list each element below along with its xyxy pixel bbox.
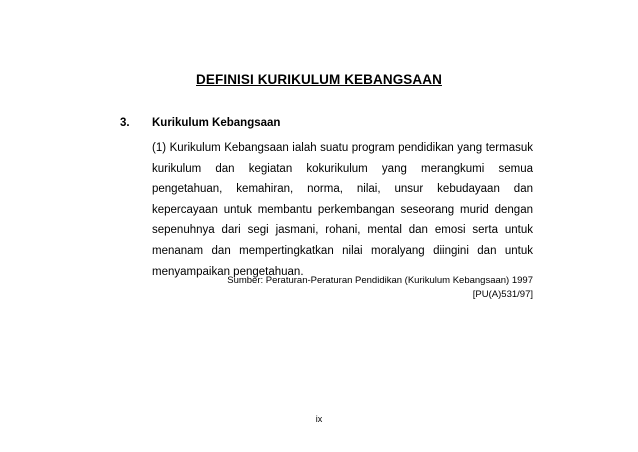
section-number: 3.	[120, 117, 130, 129]
page-number: ix	[315, 414, 323, 424]
section-paragraph: (1) Kurikulum Kebangsaan ialah suatu program pendidikan yang termasuk kurikulum dan kegiatan kokurikulum yang merangkumi semua pengetahuan, kemahiran, norma, nilai, unsur kebudayaan dan kepercayaan untuk membantu perkembangan seseorang murid dengan sepenuhnya dari segi jasmani, rohani, mental dan emosi serta untuk menanam dan mempertingkatkan nilai moralyang diingini dan untuk menyampaikan pengetahuan.	[152, 142, 533, 278]
source-citation	[180, 274, 533, 302]
section-heading: Kurikulum Kebangsaan	[152, 117, 281, 129]
source-line-2: [PU(A)531/97]	[472, 289, 533, 300]
page-title: DEFINISI KURIKULUM KEBANGSAAN	[196, 72, 442, 87]
source-line-1: Sumber: Peraturan-Peraturan Pendidikan (Kurikulum Kebangsaan) 1997	[227, 275, 533, 286]
